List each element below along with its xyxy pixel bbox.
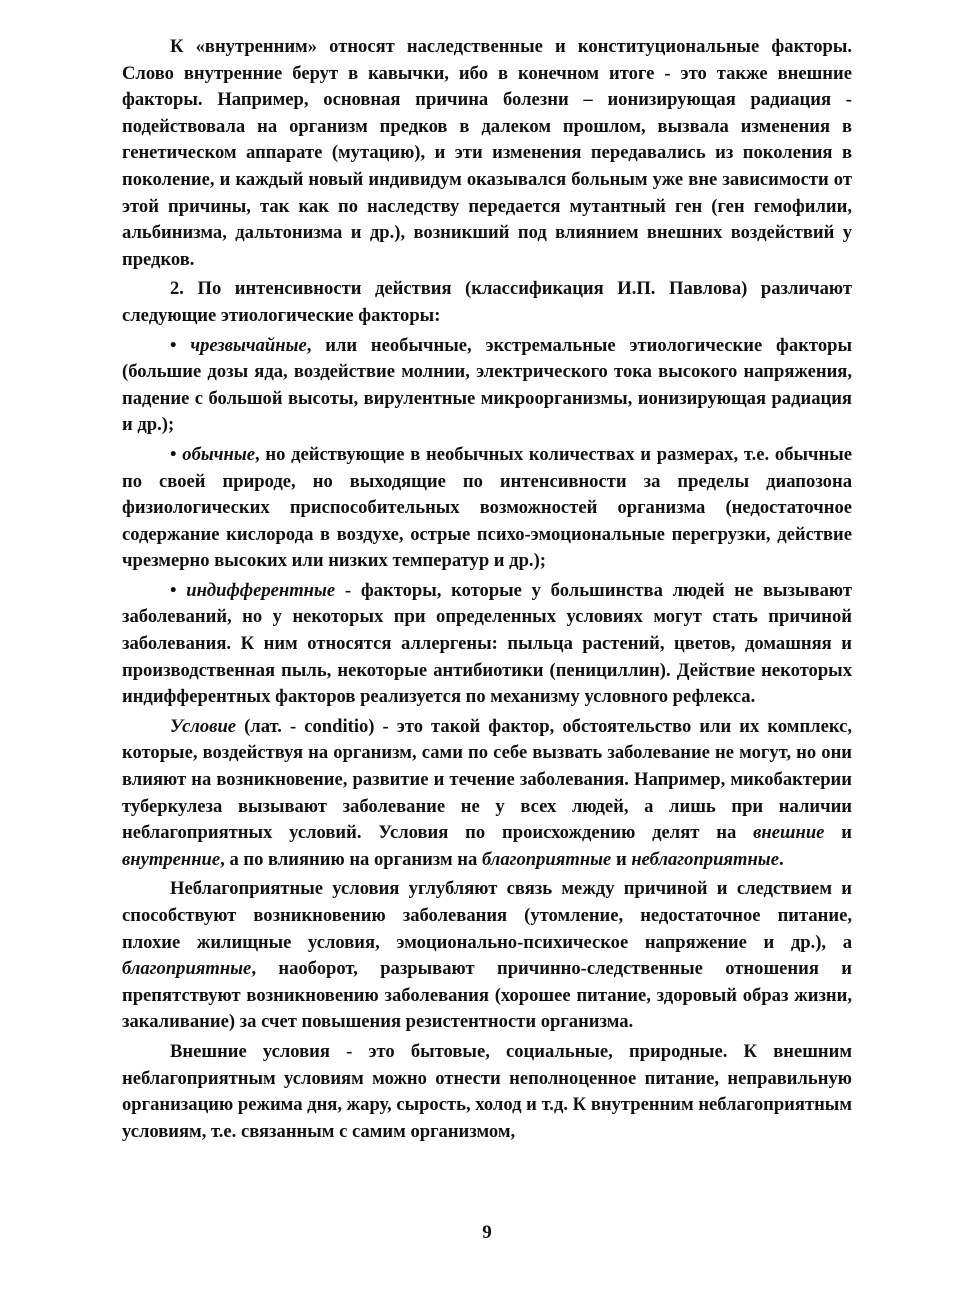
text-segment: К «внутренним» относят наследственные и конституциональные факторы. Слово внутренние берут в кавычки, ибо в конечном итоге - это также внешние факторы. Например, основная причина болезни – ионизирующая радиация - подействовала на организм предков в далеком прошлом, вызвала изменения в генетическом аппарате (мутацию), и эти изменения передавались из поколения в поколение, и каждый новый индивидум оказывался больным уже вне зависимости от этой причины, так как по наследству передается мутантный ген (ген гемофилии, альбинизма, дальтонизма и др.), возникший под влиянием внешних воздействий у предков. bbox=[122, 36, 852, 270]
text-segment: (лат. - conditio) - это такой фактор, обстоятельство или их комплекс, которые, воздействуя на организм, сами по себе вызвать заболевание не могут, но они влияют на возникновение, развитие и течение заболевания. Например, микобактерии туберкулеза вызывают заболевание не у всех людей, а лишь при наличии неблагоприятных условий. Условия по происхождению делят на bbox=[122, 715, 852, 844]
paragraph-internal-factors bbox=[122, 34, 852, 273]
text-segment: . bbox=[778, 848, 784, 870]
term-external: внешние bbox=[753, 822, 825, 844]
page-body bbox=[122, 34, 852, 1148]
page-number: 9 bbox=[482, 1222, 492, 1243]
list-item-indifferent bbox=[122, 578, 852, 711]
list-item-ordinary bbox=[122, 442, 852, 575]
text-segment: Внешние условия - это бытовые, социальные, природные. К внешним неблагоприятным условиям можно отнести неполноценное питание, неправильную организацию режима дня, жару, сырость, холод и т.д. К внутренним неблагоприятным условиям, т.е. связанным с самим организмом, bbox=[122, 1040, 852, 1142]
term-extraordinary: чрезвычайные bbox=[190, 334, 307, 356]
text-segment: , но действующие в необычных количествах и размерах, т.е. обычные по своей природе, но выходящие по интенсивности за пределы диапозона физиологических приспособительных возможностей организма (недостаточное содержание кислорода в воздухе, острые психо-эмоциональные перегрузки, действие чрезмерно высоких или низких температур и др.); bbox=[122, 443, 852, 572]
text-segment: , наоборот, разрывают причинно-следственные отношения и препятствуют возникновению заболевания (хорошее питание, здоровый образ жизни, закаливание) за счет повышения резистентности организма. bbox=[122, 958, 852, 1033]
text-segment: , или необычные, экстремальные этиологические факторы (большие дозы яда, воздействие молнии, электрического тока высокого напряжения, падение с большой высоты, вирулентные микроорганизмы, ионизирующая радиация и др.); bbox=[122, 334, 852, 436]
bullet: • bbox=[170, 579, 187, 601]
text-segment: 2. По интенсивности действия (классификация И.П. Павлова) различают следующие этиологические факторы: bbox=[122, 278, 852, 326]
paragraph-intensity-classification bbox=[122, 276, 852, 329]
bullet: • bbox=[170, 443, 183, 465]
bullet: • bbox=[170, 334, 191, 356]
paragraph-unfavorable-conditions bbox=[122, 876, 852, 1036]
paragraph-external-conditions bbox=[122, 1039, 852, 1145]
text-segment: - факторы, которые у большинства людей не вызывают заболеваний, но у некоторых при определенных условиях могут стать причиной заболевания. К ним относятся аллергены: пыльца растений, цветов, домашняя и производственная пыль, некоторые антибиотики (пенициллин). Действие некоторых индифферентных факторов реализуется по механизму условного рефлекса. bbox=[122, 579, 852, 708]
term-favorable: благоприятные bbox=[481, 848, 612, 870]
term-internal: внутренние bbox=[122, 848, 221, 870]
term-favorable: благоприятные bbox=[122, 958, 252, 980]
term-unfavorable: неблагоприятные bbox=[631, 848, 779, 870]
text-segment: , а по влиянию на организм на bbox=[220, 848, 482, 870]
term-indifferent: индифферентные bbox=[186, 579, 336, 601]
term-ordinary: обычные bbox=[182, 443, 255, 465]
list-item-extraordinary bbox=[122, 333, 852, 439]
paragraph-condition-definition bbox=[122, 714, 852, 874]
text-segment: и bbox=[611, 848, 632, 870]
text-segment: Неблагоприятные условия углубляют связь между причиной и следствием и способствуют возникновению заболевания (утомление, недостаточное питание, плохие жилищные условия, эмоционально-психическое напряжение и др.), а bbox=[122, 878, 852, 953]
text-segment: и bbox=[824, 822, 852, 844]
term-condition: Условие bbox=[170, 715, 237, 737]
